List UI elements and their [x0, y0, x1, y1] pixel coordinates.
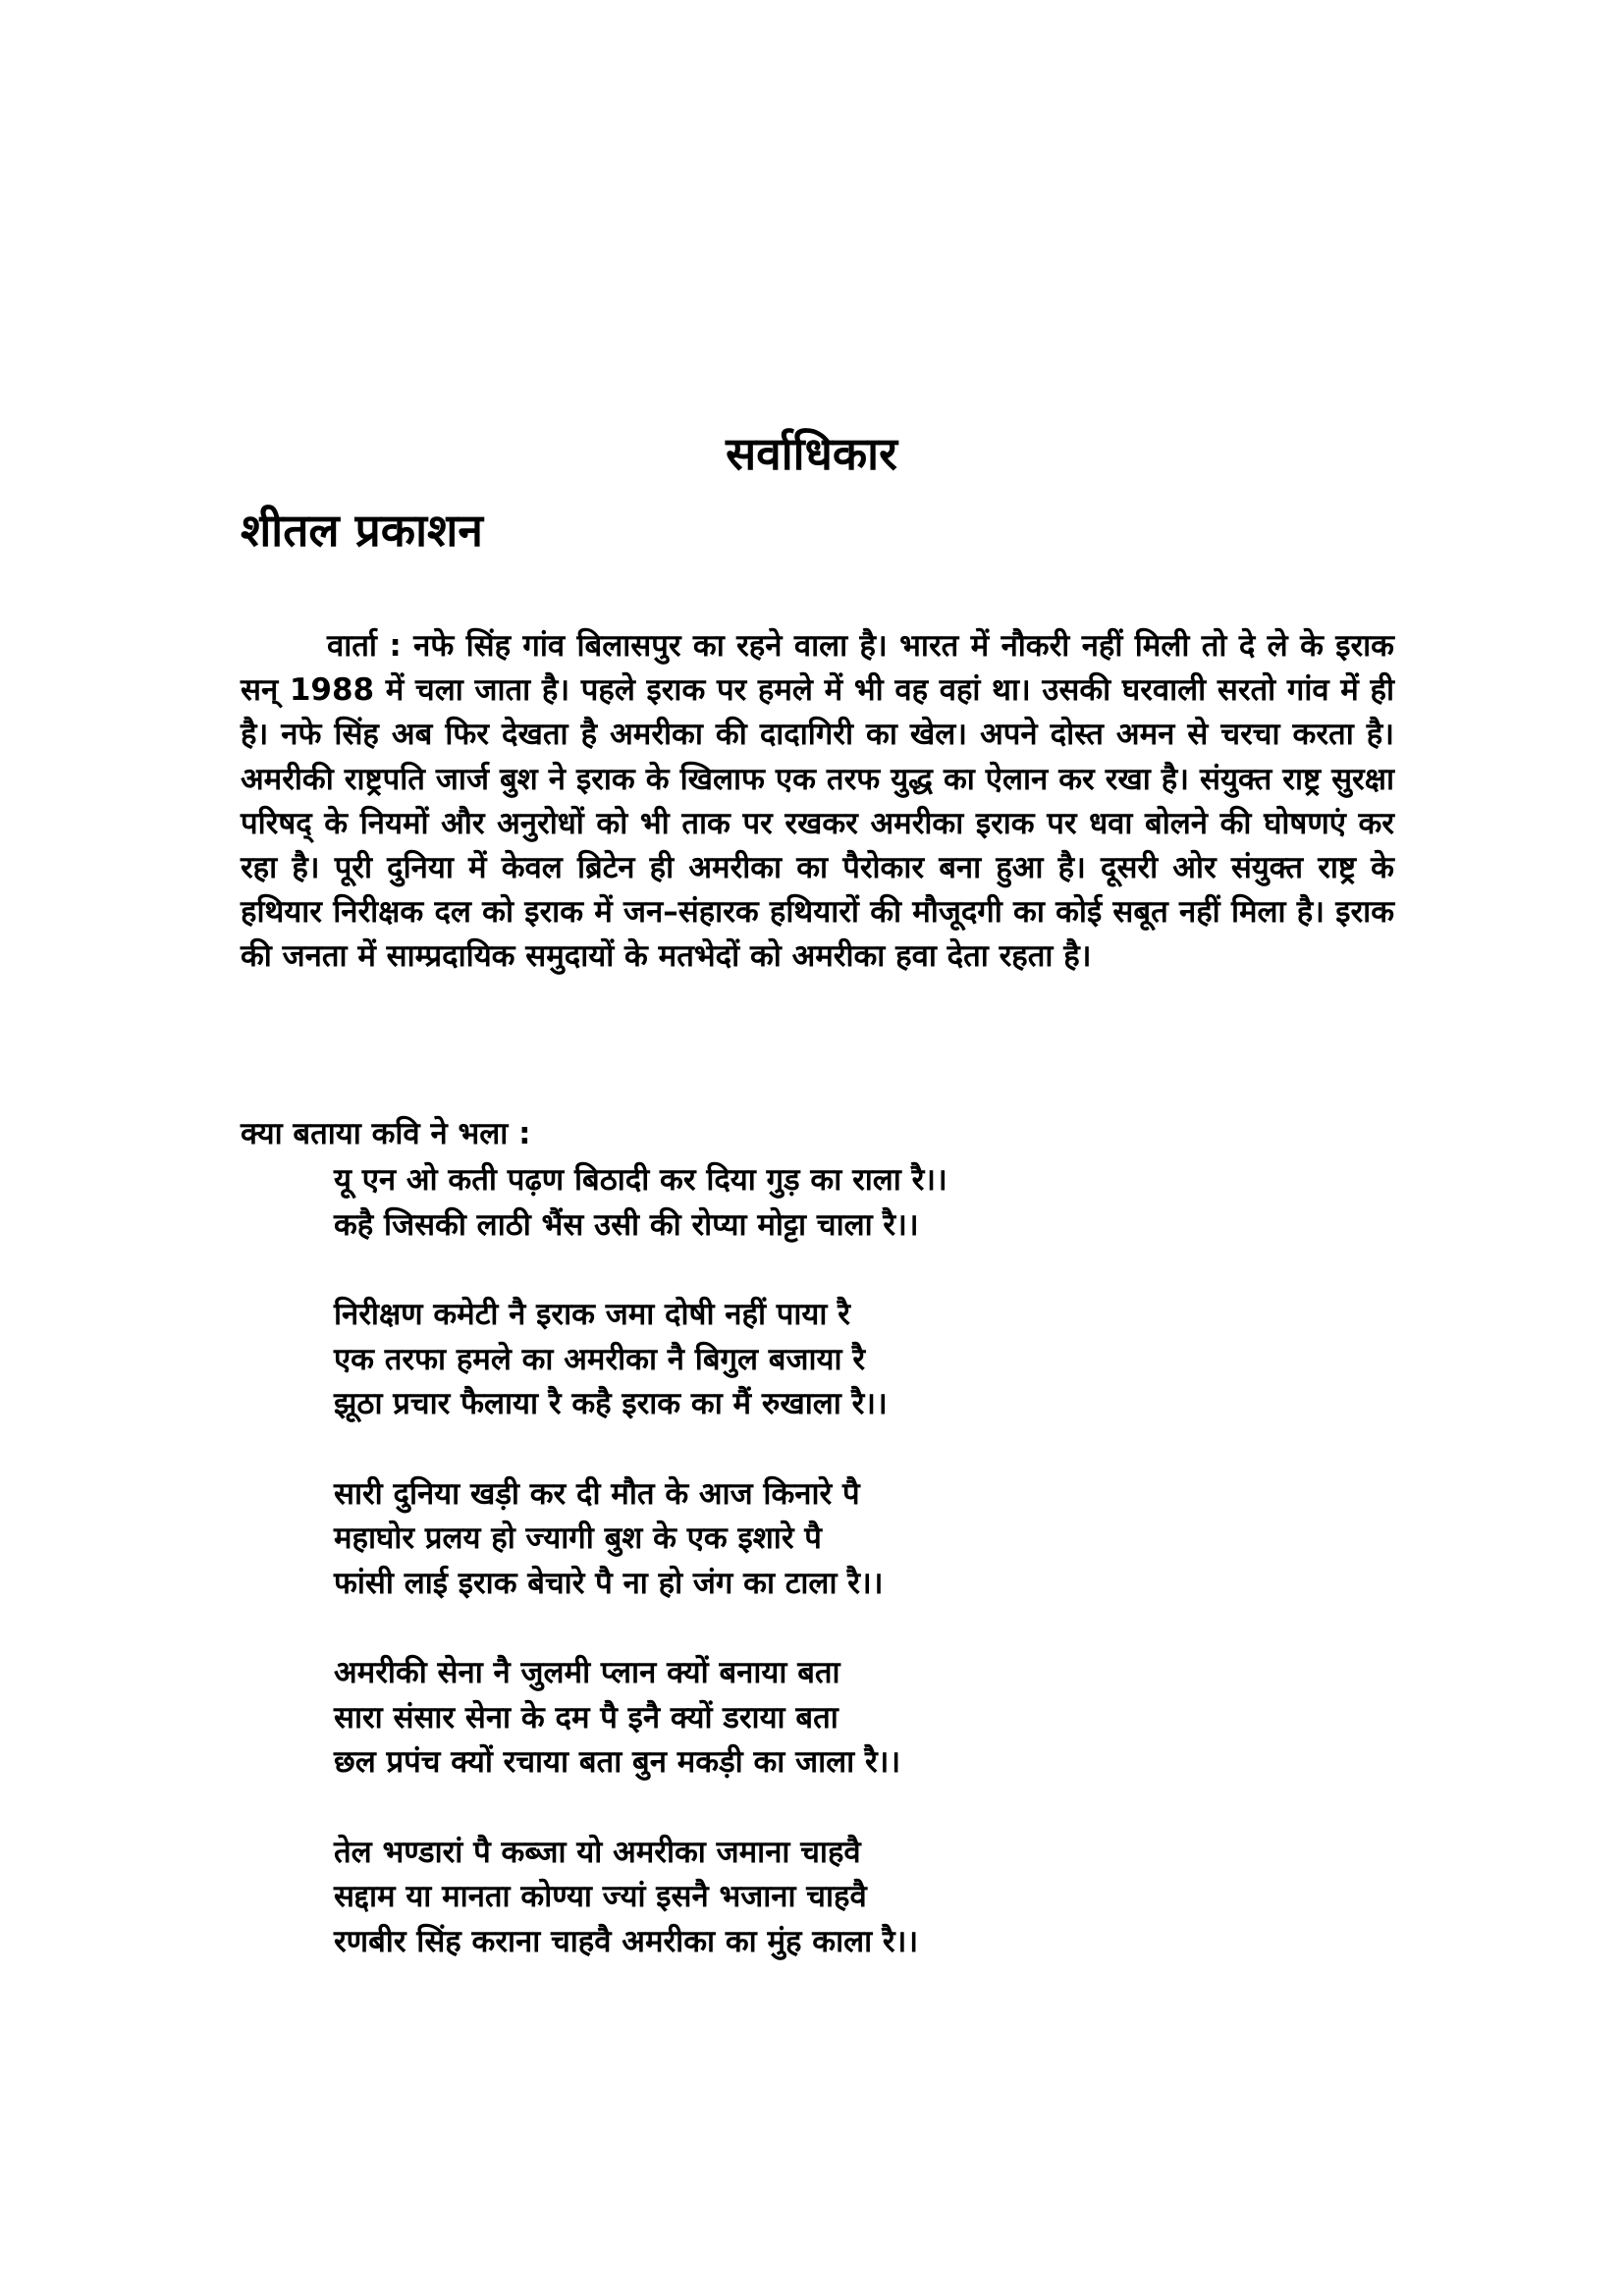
verse-line: महाघोर प्रलय हो ज्यागी बुश के एक इशारे पै	[334, 1521, 822, 1556]
stanza	[334, 1831, 1394, 1965]
verse-line: सारी दुनिया खड़ी कर दी मौत के आज किनारे पै	[334, 1475, 860, 1512]
verse-line: अमरीकी सेना नै जुलमी प्लान क्यों बनाया बता	[334, 1655, 840, 1690]
stanza	[334, 1651, 1394, 1786]
publisher-name: शीतल प्रकाशन	[241, 504, 483, 557]
stanza	[334, 1158, 1394, 1248]
page-title: सर्वाधिकार	[726, 427, 897, 480]
verse-line: रणबीर सिंह कराना चाहवै अमरीका का मुंह काला रै।।	[334, 1923, 919, 1959]
verse-line: तेल भण्डारां पै कब्जा यो अमरीका जमाना चाहवै	[334, 1834, 861, 1870]
verse-line: झूठा प्रचार फैलाया रै कहै इराक का मैं रुखाला रै।।	[334, 1386, 888, 1421]
verse-line: सद्दाम या मानता कोण्या ज्यां इसनै भजाना चाहवै	[334, 1879, 867, 1914]
verse-line: छल प्रपंच क्यों रचाया बता बुन मकड़ी का जाला रै।।	[334, 1744, 901, 1780]
verse-line: सारा संसार सेना के दम पै इनै क्यों डराया बता	[334, 1699, 839, 1735]
verse-line: यू एन ओ कती पढ़ण बिठादी कर दिया गुड़ का राला रै।।	[334, 1162, 947, 1198]
verse-line: कहै जिसकी लाठी भैंस उसी की रोप्या मोट्टा चाला रै।।	[334, 1206, 919, 1243]
verse-line: फांसी लाई इराक बेचारे पै ना हो जंग का टाला रै।।	[334, 1565, 884, 1601]
poem	[334, 1158, 1394, 2009]
intro-paragraph: वार्ता : नफे सिंह गांव बिलासपुर का रहने वाला है। भारत में नौकरी नहीं मिली तो दे ले के इराक सन् 1988 में चला जाता है। पहले इराक पर हमले में भी वह वहां था। उसकी घरवाली सरतो गांव में ही है। नफे सिंह अब फिर देखता है अमरीका की दादागिरी का खेल। अपने दोस्त अमन से चरचा करता है। अमरीकी राष्ट्रपति जार्ज बुश ने इराक के खिलाफ एक तरफ युद्ध का ऐलान कर रखा है। संयुक्त राष्ट्र सुरक्षा परिषद् के नियमों और अनुरोधों को भी ताक पर रखकर अमरीका इराक पर धवा बोलने की घोषणएं कर रहा है। पूरी दुनिया में केवल ब्रिटेन ही अमरीका का पैरोकार बना हुआ है। दूसरी ओर संयुक्त राष्ट्र के हथियार निरीक्षक दल को इराक में जन–संहारक हथियारों की मौजूदगी का कोई सबूत नहीं मिला है। इराक की जनता में साम्प्रदायिक समुदायों के मतभेदों को अमरीका हवा देता रहता है।	[241, 628, 1394, 975]
verse-line: एक तरफा हमले का अमरीका नै बिगुल बजाया रै	[334, 1341, 866, 1377]
stanza	[334, 1293, 1394, 1427]
intro-closing-line: क्या बताया कवि ने भला :	[241, 1116, 531, 1151]
stanza	[334, 1472, 1394, 1607]
verse-line: निरीक्षण कमेटी नै इराक जमा दोषी नहीं पाया रै	[334, 1297, 850, 1332]
